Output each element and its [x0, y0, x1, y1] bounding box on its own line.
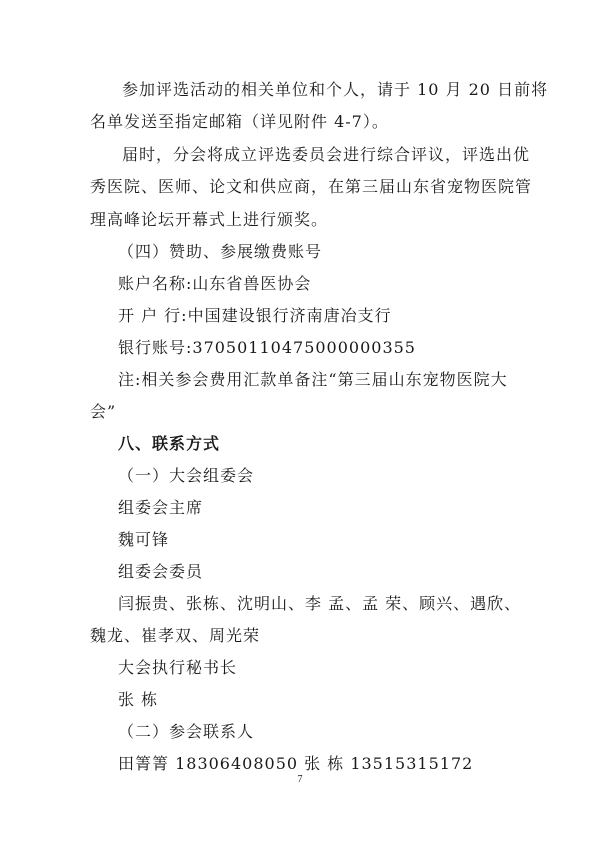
paragraph-line: 届时，分会将成立评选委员会进行综合评议，评选出优: [122, 145, 531, 164]
note-line: 注:相关参会费用汇款单备注“第三届山东宠物医院大: [118, 370, 508, 389]
chapter-heading: 八、联系方式: [118, 434, 221, 453]
person-name: 魏可锋: [118, 530, 170, 549]
role-label: 大会执行秘书长: [118, 658, 238, 677]
account-name-line: 账户名称:山东省兽医协会: [118, 274, 312, 293]
section-heading: （二）参会联系人: [118, 722, 255, 741]
paragraph-line: 名单发送至指定邮箱（详见附件 4-7）。: [90, 112, 389, 131]
paragraph-line: 参加评选活动的相关单位和个人，请于 10 月 20 日前将: [122, 80, 549, 99]
note-line: 会”: [90, 402, 117, 421]
contact-line: 田箐箐 18306408050 张 栋 13515315172: [118, 754, 474, 773]
bank-line: 开 户 行:中国建设银行济南唐冶支行: [118, 306, 392, 325]
member-list-line: 魏龙、崔孝双、周光荣: [90, 626, 261, 645]
paragraph-line: 理高峰论坛开幕式上进行颁奖。: [90, 210, 329, 229]
person-name: 张 栋: [118, 690, 159, 709]
role-label: 组委会主席: [118, 498, 204, 517]
member-list-line: 闫振贵、张栋、沈明山、李 孟、孟 荣、顾兴、遇欣、: [118, 594, 522, 613]
section-heading: （四）赞助、参展缴费账号: [118, 242, 323, 261]
role-label: 组委会委员: [118, 562, 204, 581]
section-heading: （一）大会组委会: [118, 466, 255, 485]
page-number: 7: [297, 774, 303, 785]
paragraph-line: 秀医院、医师、论文和供应商，在第三届山东省宠物医院管: [90, 177, 533, 196]
account-number-line: 银行账号:37050110475000000355: [118, 338, 416, 357]
